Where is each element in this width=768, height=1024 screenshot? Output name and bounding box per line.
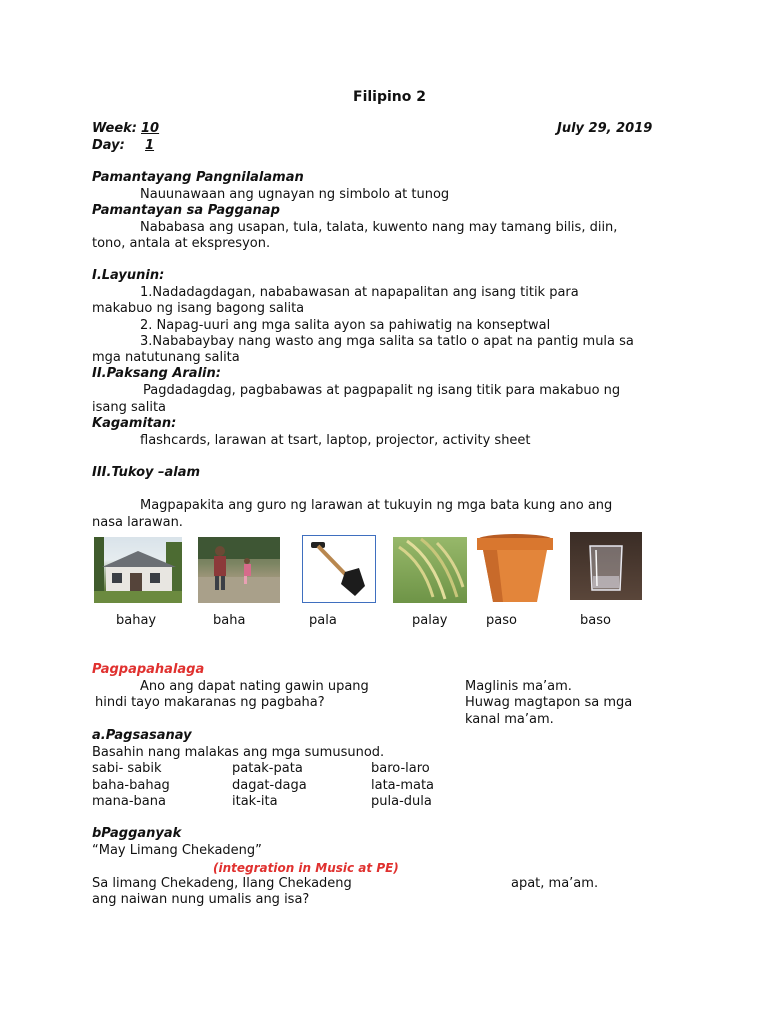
picture-label-baso: baso [580,613,611,628]
drill-word: lata-mata [371,778,435,793]
prior-knowledge-line1: Magpapakita ang guro ng larawan at tukuyin ng mga bata kung ano ang [140,498,613,513]
question-line-2: ang naiwan nung umalis ang isa? [92,892,310,907]
performance-standard-line2: tono, antala at ekspresyon. [92,236,271,251]
subject-matter-line2: isang salita [92,400,167,415]
motivation-heading: bPagganyak [92,826,182,841]
values-answer-2: Huwag magtapon sa mga [465,695,633,710]
picture-label-pala: pala [309,613,337,628]
prior-knowledge-line2: nasa larawan. [92,515,183,530]
materials-text: flashcards, larawan at tsart, laptop, projector, activity sheet [140,433,531,448]
flood-photo [198,537,280,603]
drill-word: baha-bahag [92,778,170,793]
values-question-1: Ano ang dapat nating gawin upang [140,679,369,694]
values-heading: Pagpapahalaga [92,662,205,677]
drill-heading: a.Pagsasanay [92,728,192,743]
house-photo [94,537,182,603]
prior-knowledge-heading: III.Tukoy –alam [92,465,201,480]
rice-photo [393,537,467,603]
performance-standard-line1: Nababasa ang usapan, tula, talata, kuwento nang may tamang bilis, diin, [140,220,618,235]
song-title: “May Limang Chekadeng” [92,843,262,858]
drill-word: dagat-daga [232,778,307,793]
picture-label-bahay: bahay [116,613,157,628]
question-answer: apat, ma’am. [511,876,599,891]
content-standard-text: Nauunawaan ang ugnayan ng simbolo at tunog [140,187,450,202]
objective-2: 2. Napag-uuri ang mga salita ayon sa pahiwatig na konseptwal [140,318,551,333]
lesson-date: July 29, 2019 [557,121,653,136]
performance-standard-heading: Pamantayan sa Pagganap [92,203,280,218]
drill-word: mana-bana [92,794,166,809]
glass-photo [570,532,642,600]
objective-1b: makabuo ng isang bagong salita [92,301,305,316]
drill-instruction: Basahin nang malakas ang mga sumusunod. [92,745,385,760]
pot-photo [475,532,555,604]
day-value: 1 [145,138,155,153]
picture-label-palay: palay [412,613,448,628]
objective-3a: 3.Nababaybay nang wasto ang mga salita sa tatlo o apat na pantig mula sa [140,334,634,349]
page-title: Filipino 2 [353,89,426,105]
drill-word: sabi- sabik [92,761,162,776]
week-label: Week: [92,121,137,136]
week-value: 10 [141,121,160,136]
subject-matter-heading: II.Paksang Aralin: [92,366,221,381]
values-answer-1: Maglinis ma’am. [465,679,572,694]
objective-3b: mga natutunang salita [92,350,240,365]
values-question-2: hindi tayo makaranas ng pagbaha? [95,695,325,710]
values-answer-3: kanal ma’am. [465,712,554,727]
objectives-heading: I.Layunin: [92,268,165,283]
drill-word: patak-pata [232,761,303,776]
shovel-photo [302,535,376,603]
integration-note: (integration in Music at PE) [213,861,399,875]
picture-label-paso: paso [486,613,517,628]
subject-matter-line1: Pagdadagdag, pagbabawas at pagpapalit ng isang titik para makabuo ng [143,383,621,398]
drill-word: pula-dula [371,794,432,809]
objective-1a: 1.Nadadagdagan, nababawasan at napapalitan ang isang titik para [140,285,579,300]
drill-word: itak-ita [232,794,278,809]
question-line-1: Sa limang Chekadeng, Ilang Chekadeng [92,876,352,891]
day-label: Day: [92,138,125,153]
picture-label-baha: baha [213,613,246,628]
materials-heading: Kagamitan: [92,416,177,431]
content-standard-heading: Pamantayang Pangnilalaman [92,170,304,185]
drill-word: baro-laro [371,761,430,776]
